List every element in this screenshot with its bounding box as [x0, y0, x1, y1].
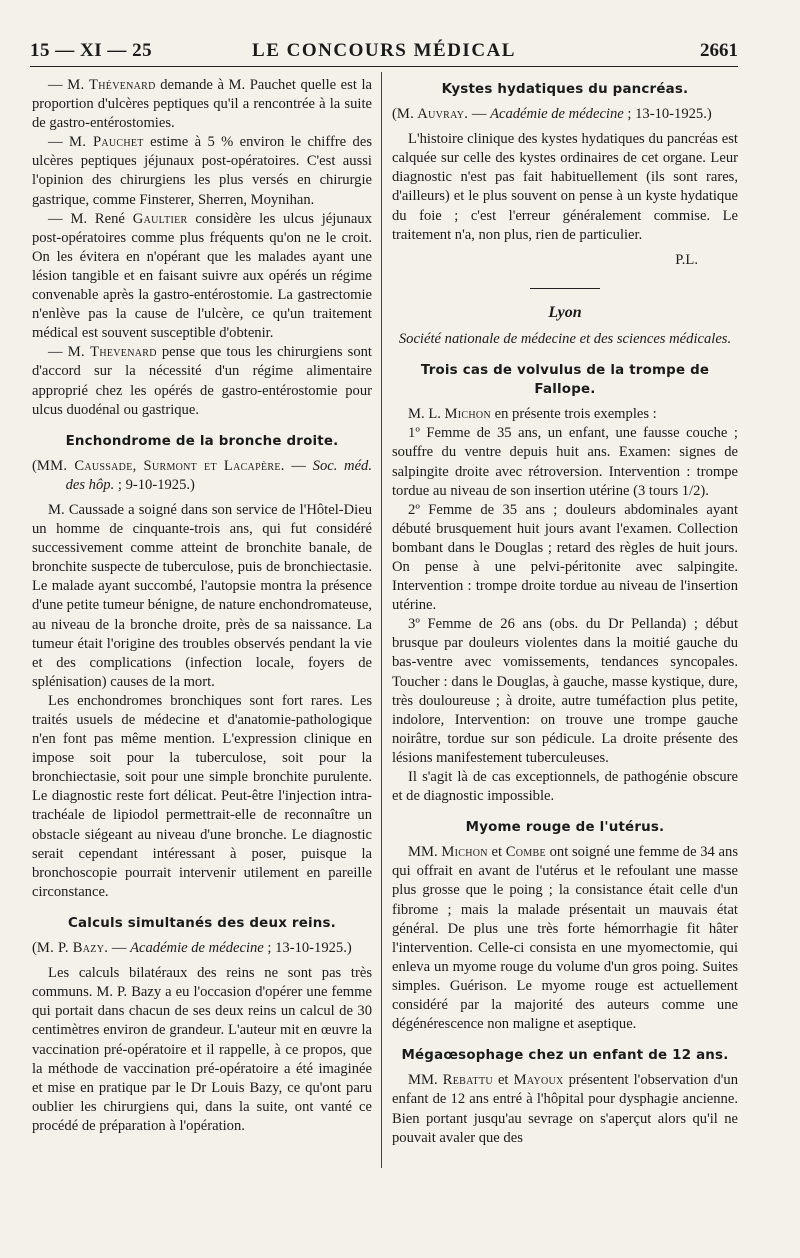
- paragraph-text: M. L.: [408, 406, 445, 423]
- source-citation: (M. P. Bazy. — Académie de médecine ; 13-10-1925.): [32, 940, 352, 957]
- author-signature: P.L.: [675, 251, 698, 268]
- paragraph: — M. René Gaultier considère les ulcus jéjunaux post-opératoires comme plus fréquents qu'on ne le croit. On les évitera en n'opérant que les malades ayant une lésion tangible et en faisant suivre aux opérés un régime convenable après la gastro-entérostomie. La gastrectomie n'enlève pas la cause de l'ulcère, ce qu'un traitement médical est souvent susceptible d'obtenir.: [32, 210, 372, 342]
- paragraph-text: pense que tous les chirurgiens sont d'accord sur la nécessité d'un régime alimentaire approprié chez les opérés de gastro-entérostomie pour ulcus duodénal ou gastrique.: [32, 344, 372, 418]
- speaker-name: Combe: [505, 844, 546, 861]
- journal-title: LE CONCOURS MÉDICAL: [252, 40, 516, 61]
- paragraph: [392, 1071, 738, 1147]
- paragraph-text: présentent l'observation d'un enfant de 12 ans entré à l'hôpital pour dysphagie ancienne. Bien portant jusqu'au sevrage on s'aperçut alors qu'il ne pouvait avaler que des: [392, 1072, 738, 1146]
- speaker-name: M. Thévenard: [67, 77, 156, 93]
- case-paragraph: 1º Femme de 35 ans, un enfant, une fausse couche ; souffre du ventre depuis huit ans. Examen: signes de salpingite droite avec rétroversion. Intervention : trompe tordue au niveau de son insertion utérine (3 tours 1/2).: [392, 425, 738, 499]
- paragraph: — M. Pauchet estime à 5 % environ le chiffre des ulcères peptiques jéjunaux post-opératoires. C'est aussi l'opinion des chirurgiens les plus versés en chirurgie gastrique, comme Finsterer, Sherren, Moynihan.: [32, 134, 372, 208]
- case-paragraph: 3º Femme de 26 ans (obs. du Dr Pellanda) ; début brusque par douleurs violentes dans la moitié gauche du bas-ventre avec vomissements, tendances syncopales. Toucher : dans le Douglas, à gauche, masse kystique, dure, très douloureuse ; à droite, autre tuméfaction plus petite, indolore, Intervention: on trouve une trompe gauche noirâtre, tordue sur son pédicule. La droite présente des lésions manifestement tuberculeuses.: [392, 616, 738, 766]
- paragraph-text: en présente trois exemples :: [490, 406, 657, 423]
- citation-journal: Académie de médecine: [490, 106, 624, 123]
- speaker-name: Michon: [444, 406, 491, 423]
- paragraph: Les enchondromes bronchiques sont fort rares. Les traités usuels de médecine et d'anatomie-pathologique n'en font pas même mention. L'expression clinique en impose soit pour la tuberculose, soit pour la bronchiectasie, soit pour une simple bronchite purulente. Le diagnostic reste fort délicat. Peut-être l'injection intra-trachéale de lipiodol permettrait-elle de reconnaître un obstacle siégeant au niveau d'une bronche. Le diagnostic serait cependant intéressant à poser, puisque la bronchoscopie pourrait intervenir utilement en pareille circonstance.: [32, 692, 372, 900]
- paragraph-text: ont soigné une femme de 34 ans qui offrait en avant de l'utérus et le refoulant une masse plus grosse que le poing ; la consistance était celle d'un fibrome ; mais la malade présentait un mauvais état général. De plus une très forte hémorrhagie fit hâter l'intervention. Celle-ci consista en une myomectomie, qui enleva un myome rouge du volume d'un gros poing. Suites simples. Guérison. Le myome rouge est actuellement considéré par la majorité des auteurs comme une dégénérescence non maligne et aseptique.: [392, 844, 738, 1033]
- city-heading: Lyon: [548, 303, 582, 321]
- section-heading: Myome rouge de l'utérus.: [465, 820, 665, 836]
- citation-journal: Soc. méd. des hôp.: [65, 457, 372, 493]
- case-paragraph: 2º Femme de 35 ans ; douleurs abdominales ayant débuté brusquement huit jours avant l'examen. Collection bombant dans le Douglas ; retard des règles de huit jours. On pense à une pelvi-péritonite avec salpingite. Intervention : trompe droite tordue au niveau de l'insertion utérine.: [392, 501, 738, 614]
- paragraph: [392, 843, 738, 1034]
- source-citation: (MM. Caussade, Surmont et Lacapère. — Soc. méd. des hôp. ; 9-10-1925.): [32, 457, 372, 493]
- speaker-name: Mayoux: [513, 1072, 564, 1089]
- left-column: [32, 76, 372, 1136]
- paragraph-text: et: [487, 844, 506, 861]
- speaker-name: Gaultier: [132, 210, 188, 227]
- section-divider: [530, 288, 600, 289]
- section-heading: Kystes hydatiques du pancréas.: [441, 82, 689, 97]
- paragraph-text: MM.: [408, 1072, 443, 1089]
- paragraph-text: M. René: [70, 210, 133, 227]
- citation-date: ; 13-10-1925.): [263, 940, 352, 957]
- speaker-name: Rebattu: [442, 1072, 493, 1089]
- citation-authors: M. P. Bazy.: [36, 940, 109, 957]
- section-heading: Mégaœsophage chez un enfant de 12 ans.: [401, 1048, 729, 1064]
- paragraph-text: MM.: [408, 844, 442, 861]
- citation-date: ; 9-10-1925.): [114, 476, 195, 493]
- paragraph-text: demande à M. Pauchet quelle est la proportion d'ulcères peptiques qu'il a rencontrée à la suite de gastro-entérostomies.: [32, 77, 372, 132]
- paragraph-text: et: [492, 1072, 514, 1089]
- paragraph-text: estime à 5 % environ le chiffre des ulcères peptiques jéjunaux post-opératoires. C'est aussi l'opinion des chirurgiens les plus versés en chirurgie gastrique, comme Finsterer, Sherren, Moynihan.: [32, 134, 372, 208]
- citation-date: ; 13-10-1925.): [623, 106, 712, 123]
- source-citation: (M. Auvray. — Académie de médecine ; 13-10-1925.): [392, 106, 712, 123]
- paragraph: L'histoire clinique des kystes hydatiques du pancréas est calquée sur celle des kystes ordinaires de cet organe. Leur diagnostic n'est pas fait habituellement (ils sont rares, d'ailleurs) et le plus souvent on pense à un kyste hydatique du foie ; c'est l'erreur généralement commise. Le traitement n'a, non plus, rien de particulier.: [392, 131, 738, 243]
- page-number: 2661: [700, 40, 738, 61]
- section-heading: Trois cas de volvulus de la trompe de Fallope.: [420, 363, 710, 398]
- citation-authors: M. Auvray.: [396, 106, 469, 123]
- paragraph: — M. Thévenard demande à M. Pauchet quelle est la proportion d'ulcères peptiques qu'il a rencontrée à la suite de gastro-entérostomies.: [32, 77, 372, 132]
- speaker-name: M. Pauchet: [69, 134, 144, 151]
- right-column: [392, 76, 738, 1148]
- paragraph: M. Caussade a soigné dans son service de l'Hôtel-Dieu un homme de cinquante-trois ans, qui fut considéré successivement comme atteint de bronchite banale, de bronchite suspecte de tuberculose, puis de bronchiectasie. Le malade ayant succombé, l'autopsie montra la présence d'une petite tumeur bénigne, de nature enchondromateuse, au niveau de la bronche droite, près de sa naissance. La tumeur était l'origine des troubles observés pendant la vie et des complications (infection locale, foyers de splénisation) causes de la mort.: [32, 501, 372, 690]
- citation-authors: MM. Caussade, Surmont et Lacapère.: [36, 457, 285, 474]
- speaker-name: Michon: [441, 844, 488, 861]
- section-heading: Calculs simultanés des deux reins.: [68, 915, 336, 931]
- society-name: Société nationale de médecine et des sciences médicales.: [398, 330, 732, 347]
- column-divider: [381, 72, 382, 1168]
- paragraph: [392, 405, 738, 424]
- citation-journal: Académie de médecine: [130, 940, 264, 957]
- page-header: [30, 36, 738, 67]
- paragraph-text: considère les ulcus jéjunaux post-opératoires comme plus fréquents qu'on ne le croit. On les évitera en n'opérant que les malades ayant une lésion tangible et en faisant suivre aux opérés un régime convenable après la gastro-entérostomie. La gastrectomie n'enlève pas la cause de l'ulcère, ce qu'un traitement médical est souvent susceptible d'obtenir.: [32, 210, 372, 342]
- paragraph: Il s'agit là de cas exceptionnels, de pathogénie obscure et de diagnostic impossible.: [392, 769, 738, 805]
- speaker-name: M. Thevenard: [67, 344, 157, 361]
- paragraph: — M. Thevenard pense que tous les chirurgiens sont d'accord sur la nécessité d'un régime alimentaire approprié chez les opérés de gastro-entérostomie pour ulcus duodénal ou gastrique.: [32, 344, 372, 418]
- paragraph: Les calculs bilatéraux des reins ne sont pas très communs. M. P. Bazy a eu l'occasion d'opérer une femme qui portait dans chacun de ses deux reins un calcul de 30 centimètres environ de grandeur. L'auteur mit en œuvre la vaccination pré-opératoire et il rappelle, à ce propos, que la méthode de vaccination pré-opératoire a été imaginée et mise en pratique par le Dr Louis Bazy, ce qu'ont paru oublier les chirurgiens qui, dans la suite, ont vanté ce procédé de préparation à l'opération.: [32, 965, 372, 1134]
- issue-date: 15 — XI — 25: [30, 40, 153, 61]
- section-heading: Enchondrome de la bronche droite.: [65, 433, 339, 449]
